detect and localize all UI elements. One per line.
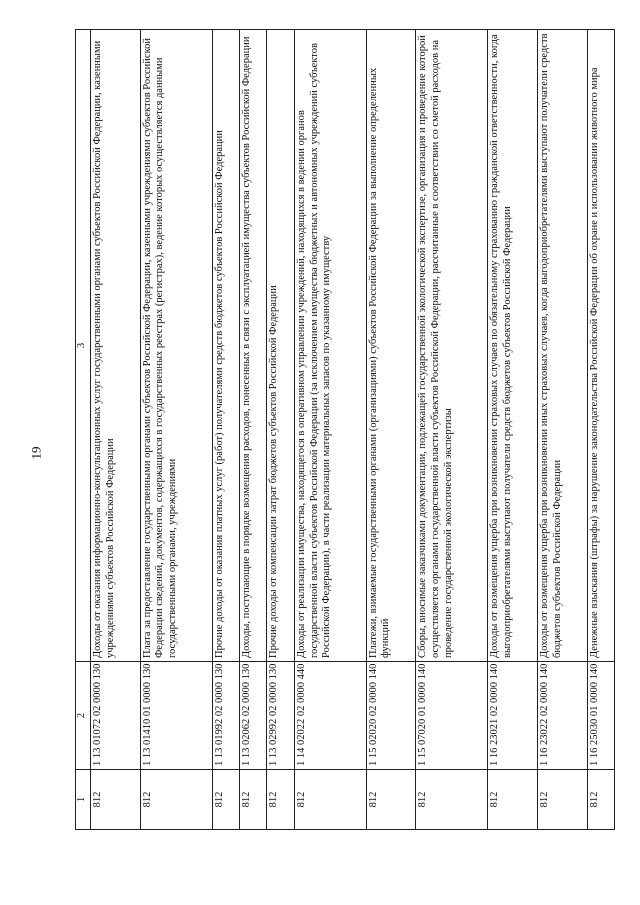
table-row [587, 30, 614, 830]
table-row [537, 30, 587, 830]
header-col-2: 2 [76, 662, 91, 770]
budget-code-cell: 1 15 07020 01 0000 140 [416, 662, 488, 770]
description-cell: Плата за предоставление государственными органами субъектов Российской Федерации, казенными учреждениями субъектов Российской Федерации сведений, документов, содержащихся в государственных реестрах (регистрах), ведение которых осуществляется данными государственными органами, учреждениями [140, 30, 212, 662]
description-cell: Доходы от реализации имущества, находящегося в оперативном управлении учреждений, находящихся в ведении органов государственной власти субъектов Российской Федерации (за исключением имущества бюджетных и автономных учреждений субъектов Российской Федерации), в части реализации материальных запасов по указанному имуществу [294, 30, 366, 662]
description-cell: Доходы, поступающие в порядке возмещения расходов, понесенных в связи с эксплуатацией имущества субъектов Российской Федерации [239, 30, 266, 662]
admin-code-cell: 812 [587, 770, 614, 830]
description-cell: Доходы от оказания информационно-консультационных услуг государственными органами субъектов Российской Федерации, казенными учреждениями субъектов Российской Федерации [91, 30, 141, 662]
rotated-table-wrapper [75, 30, 615, 830]
description-cell: Сборы, вносимые заказчиками документации, подлежащей государственной экологической экспертизе, организация и проведение которой осуществляется органами государственной власти субъектов Российской Федерации, рассчитанные в соответствии со сметой расходов на проведение государственной экологической экспертизы [416, 30, 488, 662]
page-number: 19 [28, 446, 44, 460]
admin-code-cell: 812 [267, 770, 294, 830]
table-row [366, 30, 416, 830]
table-row [267, 30, 294, 830]
table-header-row [76, 30, 91, 830]
table-row [212, 30, 239, 830]
admin-code-cell: 812 [294, 770, 366, 830]
admin-code-cell: 812 [366, 770, 416, 830]
description-cell: Прочие доходы от оказания платных услуг (работ) получателями средств бюджетов субъектов Российской Федерации [212, 30, 239, 662]
table-row [416, 30, 488, 830]
budget-code-cell: 1 13 01410 01 0000 130 [140, 662, 212, 770]
admin-code-cell: 812 [239, 770, 266, 830]
description-cell: Платежи, взимаемые государственными органами (организациями) субъектов Российской Федерации за выполнение определенных функций [366, 30, 416, 662]
admin-code-cell: 812 [140, 770, 212, 830]
admin-code-cell: 812 [91, 770, 141, 830]
table-row [91, 30, 141, 830]
description-cell: Доходы от возмещения ущерба при возникновении страховых случаев по обязательному страхованию гражданской ответственности, когда выгодоприобретателями выступают получатели средств бюджетов субъектов Российской Федерации [488, 30, 538, 662]
budget-code-cell: 1 13 02992 02 0000 130 [267, 662, 294, 770]
description-cell: Денежные взыскания (штрафы) за нарушение законодательства Российской Федерации об охране и использовании животного мира [587, 30, 614, 662]
admin-code-cell: 812 [488, 770, 538, 830]
admin-code-cell: 812 [416, 770, 488, 830]
revenue-codes-table [75, 29, 615, 830]
table-row [140, 30, 212, 830]
budget-code-cell: 1 14 02022 02 0000 440 [294, 662, 366, 770]
budget-code-cell: 1 13 01072 02 0000 130 [91, 662, 141, 770]
table-row [239, 30, 266, 830]
budget-code-cell: 1 15 02020 02 0000 140 [366, 662, 416, 770]
budget-code-cell: 1 16 23021 02 0000 140 [488, 662, 538, 770]
table-row [488, 30, 538, 830]
budget-code-cell: 1 13 02062 02 0000 130 [239, 662, 266, 770]
description-cell: Доходы от возмещения ущерба при возникновении иных страховых случаев, когда выгодоприобретателями выступают получатели средств бюджетов субъектов Российской Федерации [537, 30, 587, 662]
table-row [294, 30, 366, 830]
header-col-3: 3 [76, 30, 91, 662]
budget-code-cell: 1 13 01992 02 0000 130 [212, 662, 239, 770]
budget-code-cell: 1 16 25030 01 0000 140 [587, 662, 614, 770]
admin-code-cell: 812 [212, 770, 239, 830]
description-cell: Прочие доходы от компенсации затрат бюджетов субъектов Российской Федерации [267, 30, 294, 662]
admin-code-cell: 812 [537, 770, 587, 830]
budget-code-cell: 1 16 23022 02 0000 140 [537, 662, 587, 770]
header-col-1: 1 [76, 770, 91, 830]
